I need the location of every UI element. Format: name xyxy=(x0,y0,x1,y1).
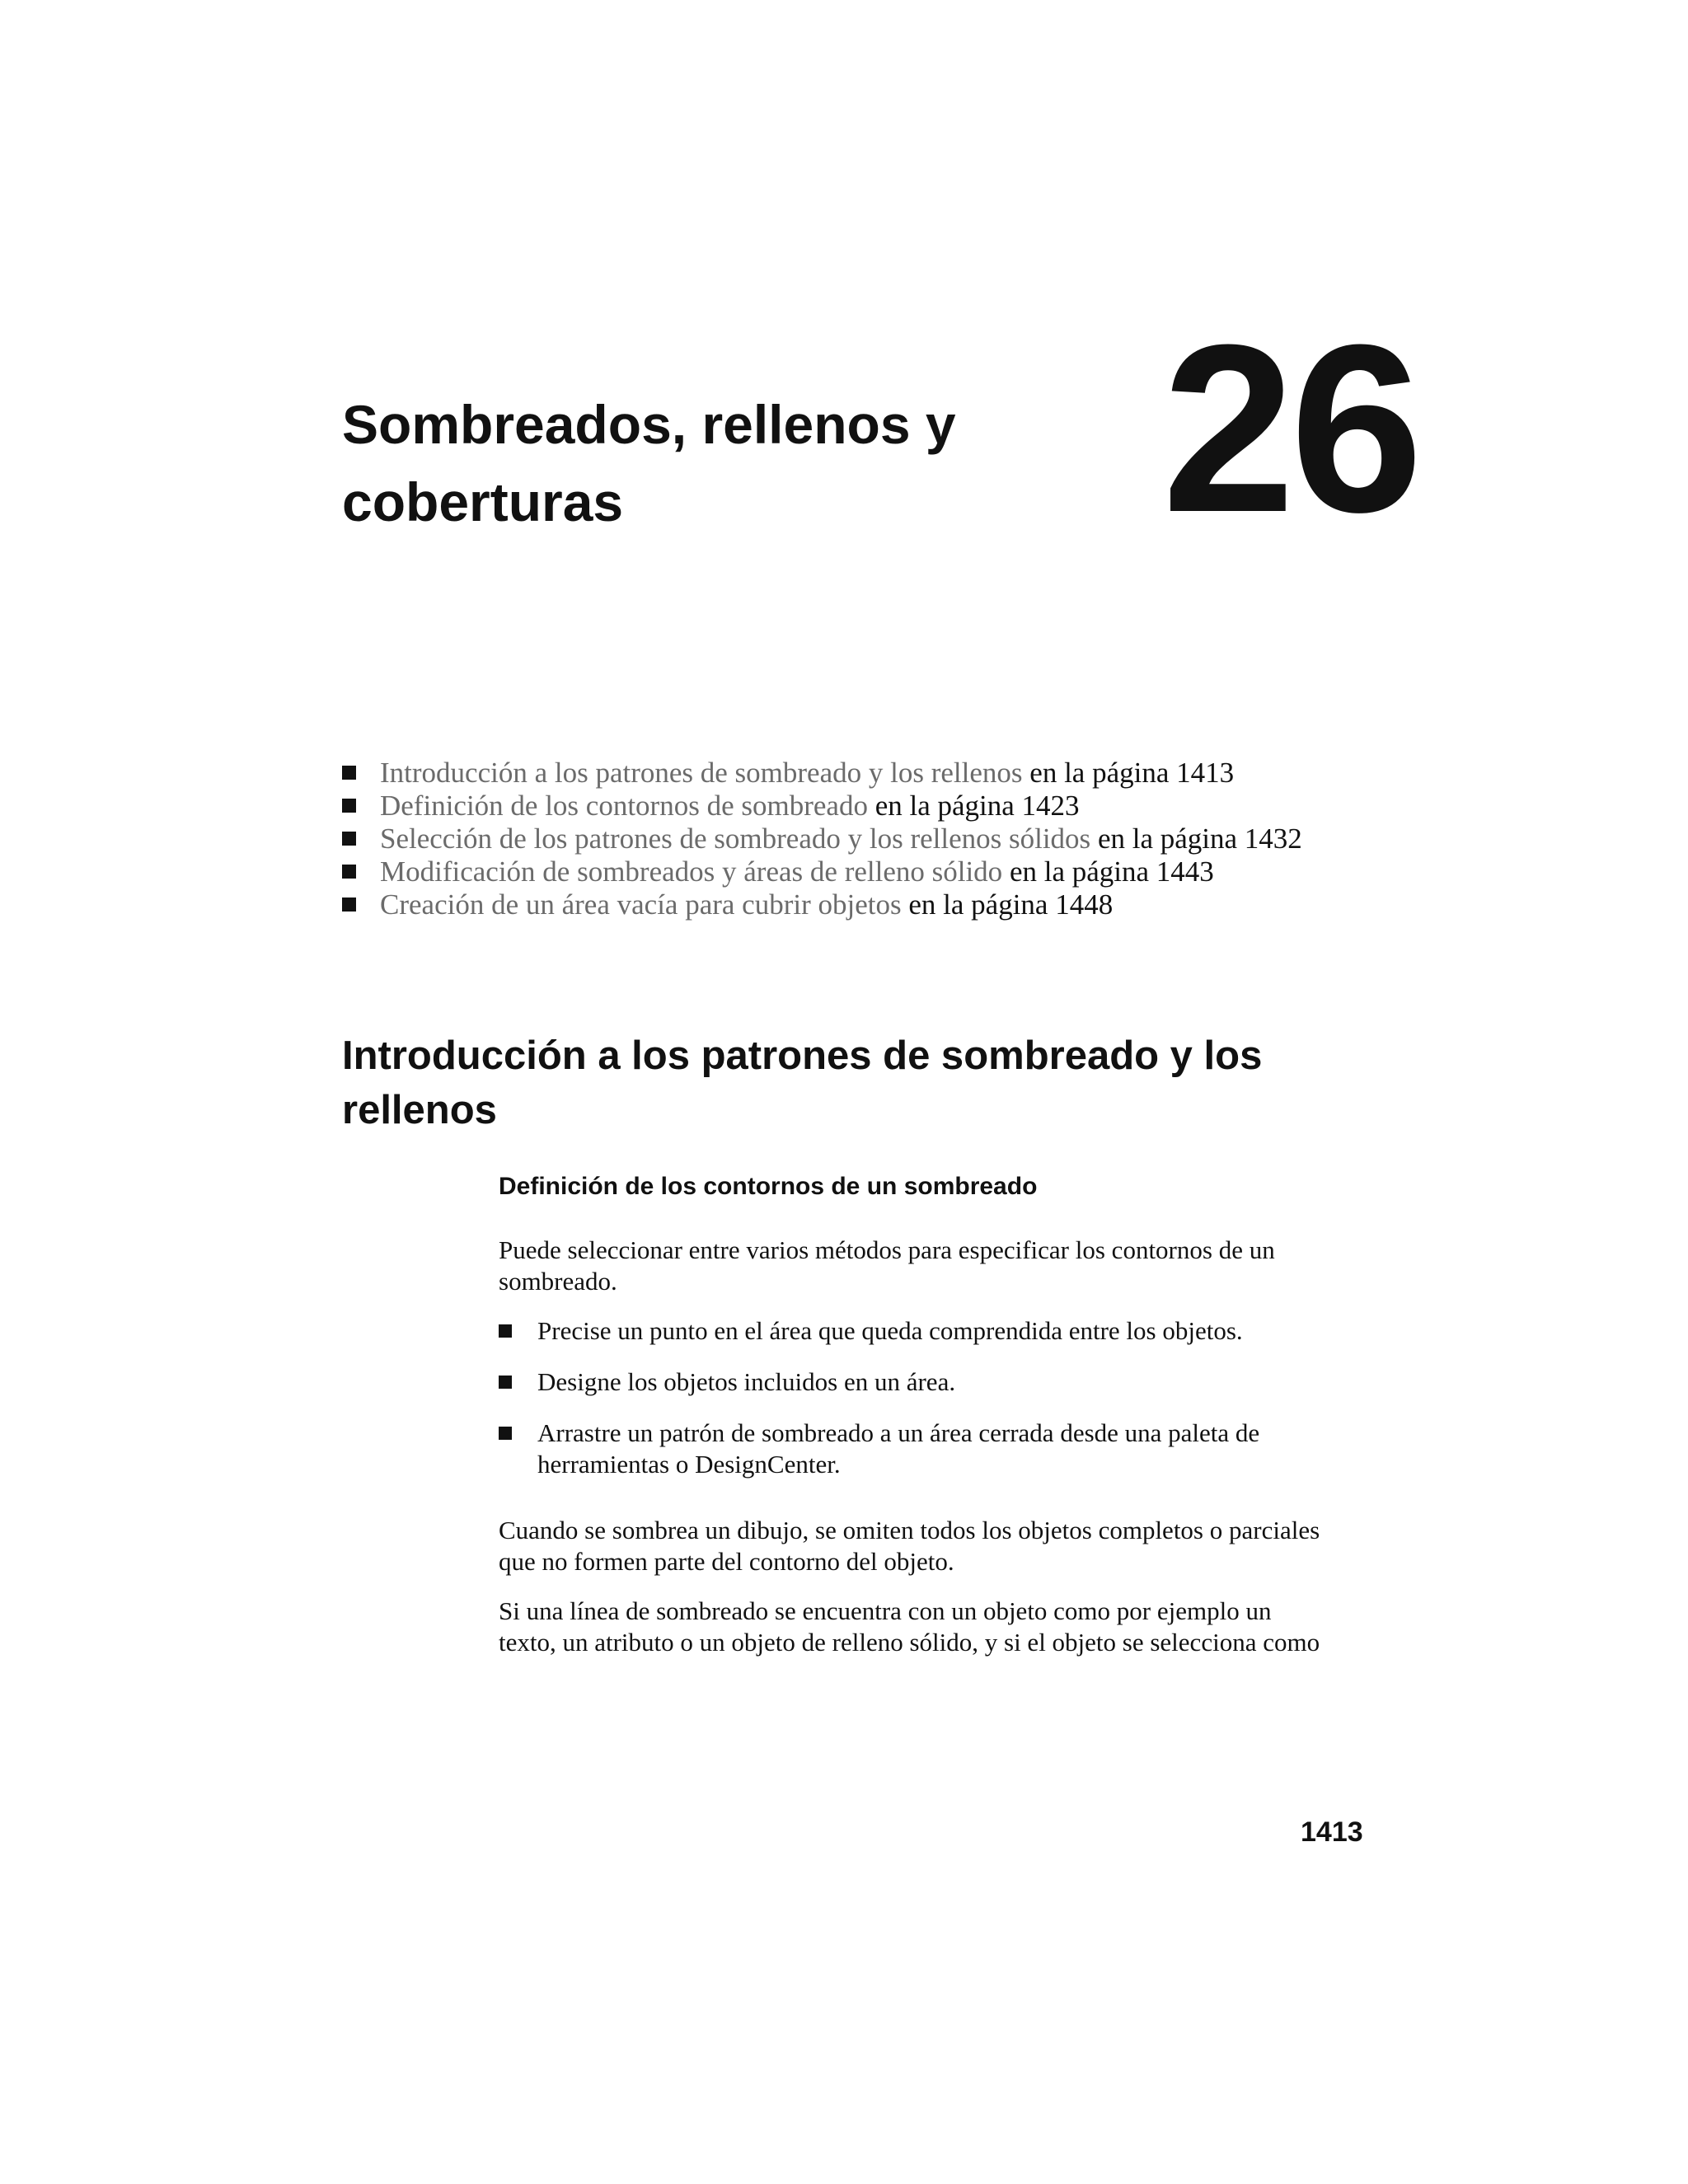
toc-item-page[interactable]: en la página 1432 xyxy=(1097,823,1302,855)
square-bullet-icon xyxy=(342,865,356,879)
method-list xyxy=(499,1315,1414,1480)
chapter-title-line: Sombreados, rellenos y xyxy=(342,394,956,455)
toc-item-title[interactable]: Modificación de sombreados y áreas de relleno sólido xyxy=(380,855,1003,888)
section-heading-line: rellenos xyxy=(342,1088,497,1132)
body-paragraph xyxy=(499,1596,1414,1658)
toc-item-page[interactable]: en la página 1443 xyxy=(1009,855,1214,888)
chapter-contents-list xyxy=(342,757,1430,921)
chapter-title xyxy=(342,386,1084,541)
toc-item[interactable] xyxy=(342,855,1430,888)
square-bullet-icon xyxy=(342,898,356,912)
paragraph-line: Cuando se sombrea un dibujo, se omiten todos los objetos completos o parciales xyxy=(499,1516,1320,1544)
section-body xyxy=(499,1170,1414,1676)
list-item-line: Designe los objetos incluidos en un área. xyxy=(537,1367,956,1396)
list-item-line: herramientas o DesignCenter. xyxy=(537,1450,841,1479)
toc-item-title[interactable]: Creación de un área vacía para cubrir objetos xyxy=(380,888,902,921)
toc-item-page[interactable]: en la página 1448 xyxy=(908,888,1114,921)
square-bullet-icon xyxy=(499,1427,512,1440)
list-item-line: Arrastre un patrón de sombreado a un área cerrada desde una paleta de xyxy=(537,1418,1260,1447)
square-bullet-icon xyxy=(342,766,356,780)
chapter-title-line: coberturas xyxy=(342,471,624,532)
square-bullet-icon xyxy=(499,1376,512,1389)
list-item xyxy=(499,1418,1414,1480)
chapter-number: 26 xyxy=(1162,295,1418,562)
toc-item-title[interactable]: Introducción a los patrones de sombreado y los rellenos xyxy=(380,757,1023,789)
list-item-line: Precise un punto en el área que queda comprendida entre los objetos. xyxy=(537,1316,1243,1345)
toc-item[interactable] xyxy=(342,888,1430,921)
section-heading-line: Introducción a los patrones de sombreado y los xyxy=(342,1033,1263,1078)
paragraph-line: Puede seleccionar entre varios métodos para especificar los contornos de un xyxy=(499,1235,1275,1264)
subsection-heading: Definición de los contornos de un sombreado xyxy=(499,1173,1038,1200)
toc-item-title[interactable]: Selección de los patrones de sombreado y los rellenos sólidos xyxy=(380,823,1091,855)
list-item xyxy=(499,1366,1414,1398)
section-heading xyxy=(342,1029,1414,1137)
intro-paragraph xyxy=(499,1235,1414,1297)
list-item xyxy=(499,1315,1414,1347)
square-bullet-icon xyxy=(499,1324,512,1338)
paragraph-line: que no formen parte del contorno del objeto. xyxy=(499,1547,954,1576)
square-bullet-icon xyxy=(342,832,356,846)
square-bullet-icon xyxy=(342,799,356,813)
toc-item[interactable] xyxy=(342,757,1430,790)
paragraph-line: sombreado. xyxy=(499,1267,617,1296)
body-paragraph xyxy=(499,1515,1414,1577)
paragraph-line: texto, un atributo o un objeto de relleno sólido, y si el objeto se selecciona como xyxy=(499,1628,1320,1657)
toc-item-page[interactable]: en la página 1413 xyxy=(1029,757,1235,789)
toc-item-page[interactable]: en la página 1423 xyxy=(874,790,1080,822)
toc-item-title[interactable]: Definición de los contornos de sombreado xyxy=(380,790,868,822)
paragraph-line: Si una línea de sombreado se encuentra con un objeto como por ejemplo un xyxy=(499,1596,1272,1625)
toc-item[interactable] xyxy=(342,790,1430,823)
page-number: 1413 xyxy=(1301,1816,1363,1848)
toc-item[interactable] xyxy=(342,823,1430,855)
